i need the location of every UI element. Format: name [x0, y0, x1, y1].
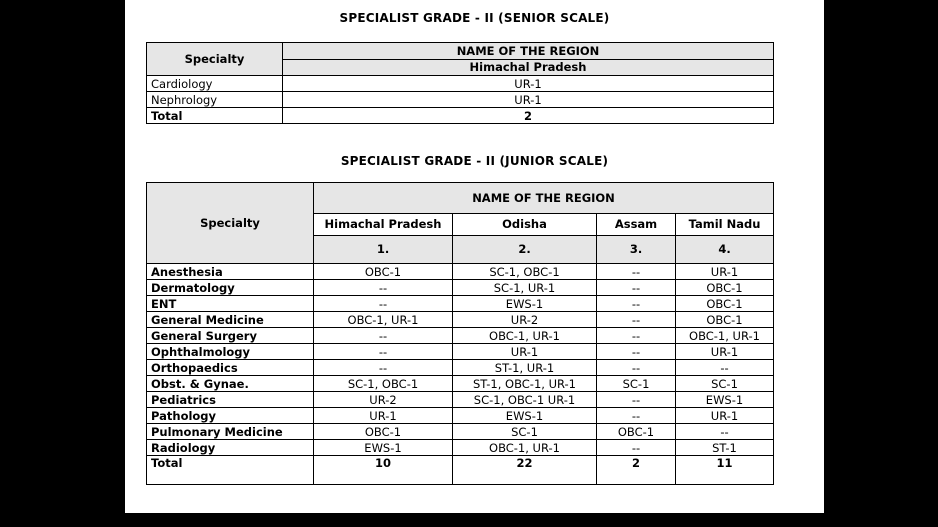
- value-cell: OBC-1: [597, 424, 676, 440]
- junior-scale-title: SPECIALIST GRADE - II (JUNIOR SCALE): [340, 154, 609, 168]
- total-value: 10: [314, 456, 453, 485]
- value-cell: OBC-1, UR-1: [453, 328, 597, 344]
- junior-region-header: NAME OF THE REGION: [314, 183, 774, 214]
- table-row: [147, 328, 774, 344]
- value-cell: SC-1, OBC-1 UR-1: [453, 392, 597, 408]
- value-cell: UR-1: [283, 92, 774, 108]
- specialty-cell: Cardiology: [147, 76, 283, 92]
- value-cell: --: [597, 344, 676, 360]
- specialty-cell: General Surgery: [147, 328, 314, 344]
- value-cell: SC-1, OBC-1: [314, 376, 453, 392]
- specialty-cell: Dermatology: [147, 280, 314, 296]
- value-cell: EWS-1: [314, 440, 453, 456]
- specialty-cell: Ophthalmology: [147, 344, 314, 360]
- region-tamil-nadu: Tamil Nadu: [676, 213, 774, 235]
- value-cell: ST-1, OBC-1, UR-1: [453, 376, 597, 392]
- value-cell: SC-1: [676, 376, 774, 392]
- specialty-cell: Orthopaedics: [147, 360, 314, 376]
- value-cell: UR-1: [676, 264, 774, 280]
- value-cell: OBC-1: [676, 312, 774, 328]
- region-number: 3.: [597, 235, 676, 263]
- total-label: Total: [147, 108, 283, 124]
- specialty-cell: Pulmonary Medicine: [147, 424, 314, 440]
- table-row: [147, 264, 774, 280]
- value-cell: SC-1, OBC-1: [453, 264, 597, 280]
- value-cell: OBC-1: [676, 296, 774, 312]
- table-row: [147, 392, 774, 408]
- value-cell: --: [314, 328, 453, 344]
- junior-table-body: [147, 264, 774, 456]
- value-cell: UR-1: [283, 76, 774, 92]
- value-cell: --: [597, 264, 676, 280]
- total-value: 2: [283, 108, 774, 124]
- junior-specialty-header: Specialty: [147, 183, 314, 264]
- table-row: [147, 440, 774, 456]
- value-cell: SC-1, UR-1: [453, 280, 597, 296]
- table-row: [147, 280, 774, 296]
- value-cell: --: [597, 280, 676, 296]
- value-cell: EWS-1: [453, 296, 597, 312]
- value-cell: SC-1: [597, 376, 676, 392]
- table-row: [147, 424, 774, 440]
- region-assam: Assam: [597, 213, 676, 235]
- value-cell: --: [314, 296, 453, 312]
- value-cell: OBC-1, UR-1: [676, 328, 774, 344]
- value-cell: --: [597, 392, 676, 408]
- region-number: 2.: [453, 235, 597, 263]
- total-value: 11: [676, 456, 774, 485]
- total-value: 22: [453, 456, 597, 485]
- table-row: [147, 312, 774, 328]
- region-number: 4.: [676, 235, 774, 263]
- value-cell: --: [676, 424, 774, 440]
- table-row: [147, 344, 774, 360]
- table-row: [147, 92, 774, 108]
- table-row: [147, 408, 774, 424]
- value-cell: OBC-1: [314, 264, 453, 280]
- senior-scale-title: SPECIALIST GRADE - II (SENIOR SCALE): [339, 11, 610, 25]
- value-cell: --: [597, 440, 676, 456]
- value-cell: UR-1: [676, 408, 774, 424]
- senior-region-header: NAME OF THE REGION: [283, 43, 774, 60]
- senior-scale-table: [146, 42, 774, 124]
- table-row: [147, 76, 774, 92]
- value-cell: OBC-1: [676, 280, 774, 296]
- value-cell: UR-1: [676, 344, 774, 360]
- value-cell: --: [676, 360, 774, 376]
- value-cell: --: [597, 296, 676, 312]
- specialty-cell: Nephrology: [147, 92, 283, 108]
- region-number: 1.: [314, 235, 453, 263]
- value-cell: SC-1: [453, 424, 597, 440]
- table-row: [147, 360, 774, 376]
- junior-scale-table: [146, 182, 774, 485]
- value-cell: OBC-1, UR-1: [453, 440, 597, 456]
- value-cell: --: [314, 360, 453, 376]
- total-value: 2: [597, 456, 676, 485]
- value-cell: UR-2: [453, 312, 597, 328]
- value-cell: UR-1: [314, 408, 453, 424]
- region-himachal-pradesh: Himachal Pradesh: [314, 213, 453, 235]
- table-row: [147, 296, 774, 312]
- value-cell: --: [597, 360, 676, 376]
- specialty-cell: Radiology: [147, 440, 314, 456]
- region-odisha: Odisha: [453, 213, 597, 235]
- value-cell: --: [314, 344, 453, 360]
- specialty-cell: Obst. & Gynae.: [147, 376, 314, 392]
- value-cell: EWS-1: [676, 392, 774, 408]
- specialty-cell: ENT: [147, 296, 314, 312]
- specialty-cell: Anesthesia: [147, 264, 314, 280]
- value-cell: OBC-1, UR-1: [314, 312, 453, 328]
- value-cell: ST-1: [676, 440, 774, 456]
- document-page: [125, 0, 824, 513]
- value-cell: --: [597, 312, 676, 328]
- value-cell: --: [314, 280, 453, 296]
- value-cell: OBC-1: [314, 424, 453, 440]
- total-row: [147, 108, 774, 124]
- value-cell: UR-2: [314, 392, 453, 408]
- value-cell: EWS-1: [453, 408, 597, 424]
- total-label: Total: [147, 456, 314, 485]
- senior-region-name: Himachal Pradesh: [283, 59, 774, 76]
- table-row: [147, 376, 774, 392]
- value-cell: --: [597, 408, 676, 424]
- specialty-cell: Pathology: [147, 408, 314, 424]
- value-cell: --: [597, 328, 676, 344]
- value-cell: ST-1, UR-1: [453, 360, 597, 376]
- senior-specialty-header: Specialty: [147, 43, 283, 76]
- total-row: [147, 456, 774, 485]
- specialty-cell: Pediatrics: [147, 392, 314, 408]
- specialty-cell: General Medicine: [147, 312, 314, 328]
- value-cell: UR-1: [453, 344, 597, 360]
